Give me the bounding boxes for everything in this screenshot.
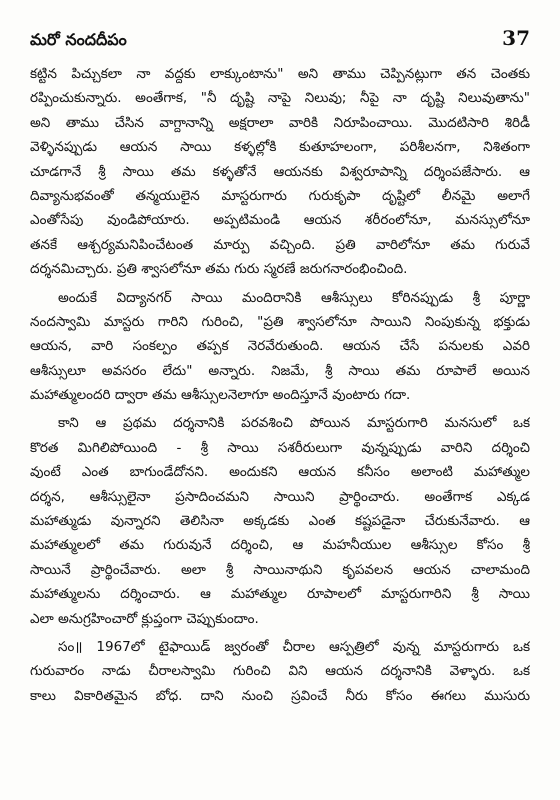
text-line: అందుకే విద్యానగర్ సాయి మందిరానికి ఆశీస్సులు కోరినప్పుడు శ్రీ పూర్ణా [58,289,530,306]
text-line: వుంటే ఎంత బాగుండేదోనని. అందుకని ఆయన కనీసం అలాంటి మహాత్ముల [30,464,530,481]
text-line: మహాత్ములను దర్శించారు. ఆ మహాత్ముల రూపాలలో మాస్టరుగారిని శ్రీ సాయి [30,586,530,603]
text-line: చూడగానే శ్రీ సాయి తమ కళ్ళతోనే ఆయనకు విశ్వరూపాన్ని దర్శింపజేసారు. ఆ [30,163,530,180]
text-line: దర్శనమిచ్చారు. ప్రతి శ్వాసలోనూ తమ గురు స్మరణే జరుగనారంభించింది. [30,261,408,278]
paragraph-4 [30,635,530,708]
text-line: మహాత్ములందరి ద్వారా తమ ఆశీస్సులనెలాగూ అందిస్తూనే వుంటారు గదా. [30,387,411,404]
text-line: మహాత్ములలో తమ గురువునే దర్శించి, ఆ మహనీయుల ఆశీస్సుల కోసం శ్రీ [30,537,530,554]
text-line: అని తాము చేసిన వాగ్దానాన్ని అక్షరాలా వారికి నిరూపించాయి. మొదటిసారి శిరిడీ [30,114,530,131]
paragraph-3 [30,411,530,631]
text-line: సాయినే ప్రార్థించేవారు. అలా శ్రీ సాయినాథుని కృపవలన ఆయన చాలామంది [30,561,530,578]
text-line: గురువారం నాడు చీరాలస్వామి గురించి విని ఆయన దర్శనానికి వెళ్ళారు. ఒక [30,663,530,680]
body-text [30,62,530,708]
text-line: కాని ఆ ప్రథమ దర్శనానికి పరవశించి పోయిన మాస్టరుగారి మనసులో ఒక [58,415,530,432]
text-line: ఆశీస్సులూ అవసరం లేదు" అన్నారు. నిజమే, శ్రీ సాయి తమ రూపాలే అయిన [30,362,530,379]
text-line: రప్పించుకున్నారు. అంతేగాక, "నీ దృష్టి నాపై నిలువు; నీపై నా దృష్టి నిలువుతాను" [30,90,530,107]
text-line: కొరత మిగిలిపోయింది - శ్రీ సాయి సశరీరులుగా వున్నప్పుడు వారిని దర్శించి [30,439,530,456]
text-line: మహాత్ముడు వున్నారని తెలిసినా అక్కడకు ఎంత కష్టపడైనా చేరుకునేవారు. ఆ [30,513,530,530]
text-line: దివ్యానుభవంతో తన్మయులైన మాస్టరుగారు గురుకృపా దృష్టిలో లీనమై అలాగే [30,187,530,204]
text-line: నందస్వామి మాస్టరు గారిని గురించి, "ప్రతి శ్వాసలోనూ సాయిని నింపుకున్న భక్తుడు [30,313,530,330]
text-line: ఎలా అనుగ్రహించారో క్లుప్తంగా చెప్పుకుందాం. [30,610,259,627]
text-line: ఆయన, వారి సంకల్పం తప్పక నెరవేరుతుంది. ఆయన చేసే పనులకు ఎవరి [30,338,530,355]
text-line: ఎంతోసేపు వుండిపోయారు. అప్పటిమండి ఆయన శరీరంలోనూ, మనస్సులోనూ [30,212,530,229]
text-line: కాలు వికారితమైన బోధ. దాని నుంచి స్రవించే నీరు కోసం ఈగలు ముసురు [30,687,530,704]
page-header [30,26,530,56]
running-title: మరో నందదీపం [30,30,127,49]
text-line: వెళ్ళినప్పుడు ఆయన సాయి కళ్ళల్లోకి కుతూహలంగా, పరిశీలనగా, నిశితంగా [30,139,530,156]
text-line: దర్శన, ఆశీస్సులైనా ప్రసాదించమని సాయిని ప్రార్థించారు. అంతేగాక ఎక్కడ [30,488,530,505]
page-number: 37 [502,26,530,50]
paragraph-2 [30,286,530,408]
text-line: సం॥ 1967లో టైఫాయిడ్ జ్వరంతో చీరాల ఆస్పత్రిలో వున్న మాస్టరుగారు ఒక [58,638,530,655]
text-line: తనకే ఆశ్చర్యమనిపించేటంత మార్పు వచ్చింది. ప్రతి వారిలోనూ తమ గురువే [30,236,530,253]
paragraph-1 [30,62,530,282]
text-line: కట్టిన పిచ్చుకలా నా వద్దకు లాక్కుంటాను" అని తాము చెప్పినట్లుగా తన చెంతకు [30,66,530,82]
